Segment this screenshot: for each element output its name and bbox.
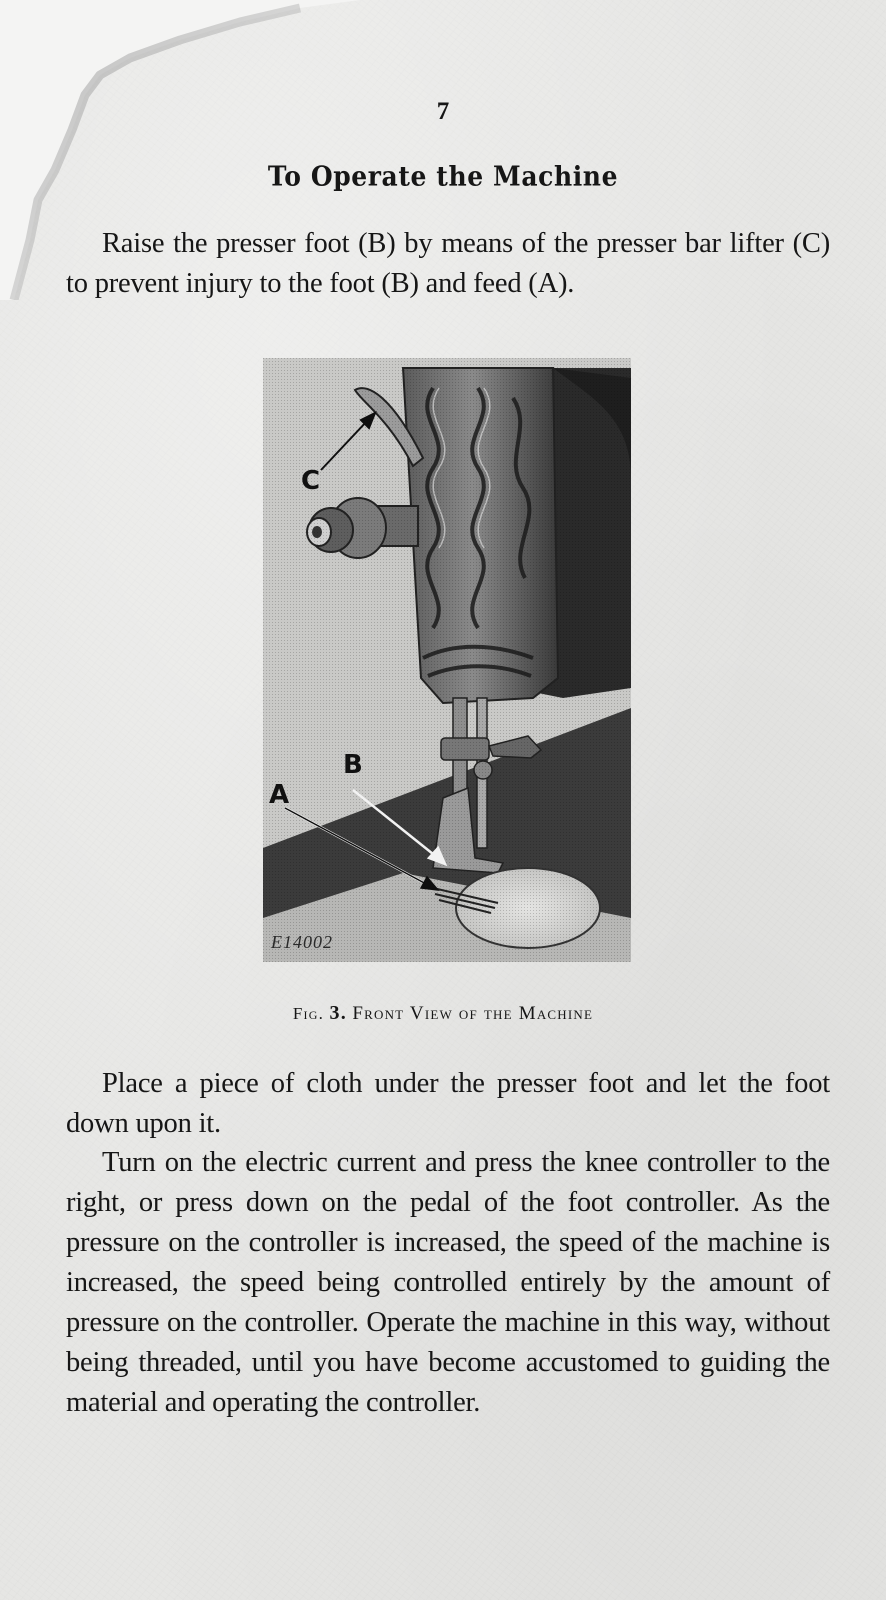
figure-front-view-of-machine (263, 358, 631, 962)
plate-code: E14002 (271, 932, 333, 952)
paragraph-place-cloth: Place a piece of cloth under the presser foot and let the foot down upon it. (66, 1068, 830, 1139)
sewing-machine-illustration (263, 358, 631, 962)
caption-fig-label: Fig. (292, 1004, 325, 1023)
caption-fig-number: 3. (329, 1002, 347, 1024)
paragraph-raise-presser-foot: Raise the presser foot (B) by means of the presser bar lifter (C) to prevent injury to the foot (B) and feed (A). (66, 228, 830, 299)
callout-a: A (269, 780, 290, 810)
figure-caption (0, 1002, 886, 1025)
callout-c: C (301, 466, 321, 496)
page-number: 7 (436, 98, 450, 125)
caption-text: Front View of the Machine (352, 1003, 594, 1024)
section-title: To Operate the Machine (267, 160, 619, 193)
paragraph-operate-controller: Turn on the electric current and press the knee controller to the right, or press down on the pedal of the foot controller. As the pressure on the controller is increased, the speed of the machine is increased, the speed being controlled entirely by the amount of pressure on the controller. Operate the machine in this way, without being threaded, until you have become accustomed to guiding the material and operating the controller. (66, 1147, 830, 1418)
callout-b: B (343, 750, 363, 780)
